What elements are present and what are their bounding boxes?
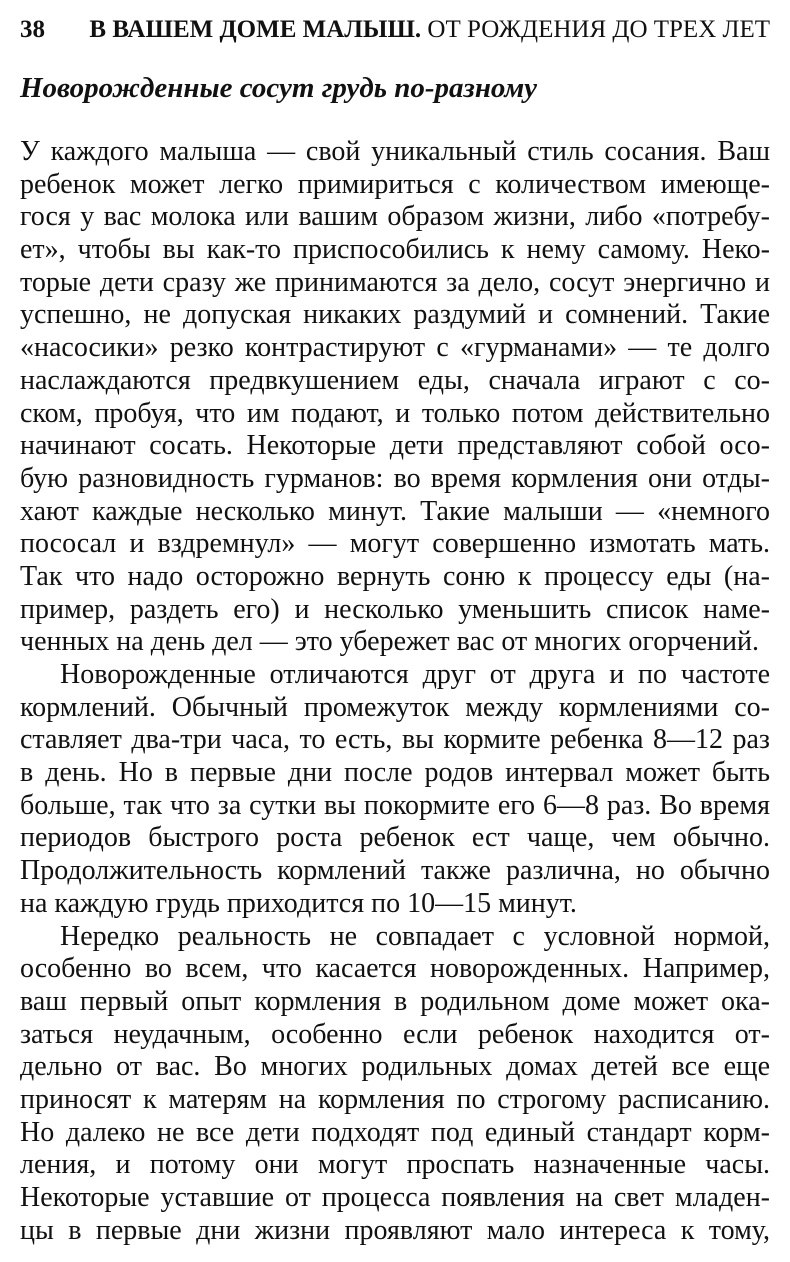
text-line: торые дети сразу же принимаются за дело, сосут энергично и	[20, 266, 770, 298]
text-line: ставляет два-три часа, то есть, вы кормите ребенка 8—12 раз	[20, 724, 770, 756]
running-head	[89, 14, 770, 46]
section-title: Новорожденные сосут грудь по-разному	[20, 72, 538, 104]
text-line: Нередко реальность не совпадает с условной нормой,	[60, 920, 770, 952]
text-line: наслаждаются предвкушением еды, сначала играют с со-	[20, 364, 770, 396]
text-line: начинают сосать. Некоторые дети представляют собой осо-	[20, 430, 770, 462]
text-line: заться неудачным, особенно если ребенок находится от-	[20, 1018, 770, 1050]
text-line: пример, раздеть его) и несколько уменьшить список наме-	[20, 593, 770, 625]
page-header	[20, 14, 770, 46]
text-line: Но далеко не все дети подходят под единый стандарт корм-	[20, 1116, 770, 1148]
text-line: приносят к матерям на кормления по строгому расписанию.	[20, 1083, 770, 1115]
text-line: Продолжительность кормлений также различна, но обычно	[20, 855, 770, 887]
text-line: Некоторые уставшие от процесса появления на свет младен-	[20, 1182, 770, 1213]
text-line: ления, и потому они могут проспать назначенные часы.	[20, 1149, 770, 1181]
running-head-subtitle: ОТ РОЖДЕНИЯ ДО ТРЕХ ЛЕТ	[421, 16, 770, 43]
text-line: дельно от вас. Во многих родильных домах детей все еще	[20, 1051, 770, 1083]
text-line: особенно во всем, что касается новорожденных. Например,	[20, 953, 770, 985]
text-line: гося у вас молока или вашим образом жизни, либо «потребу-	[20, 201, 770, 233]
body-text	[20, 136, 770, 1247]
text-line: в день. Но в первые дни после родов интервал может быть	[20, 757, 770, 789]
text-line: Новорожденные отличаются друг от друга и по частоте	[60, 659, 770, 690]
text-line: ском, пробуя, что им подают, и только потом действительно	[20, 397, 770, 429]
text-line: ребенок может легко примириться с количеством имеюще-	[20, 168, 770, 200]
text-line: ваш первый опыт кормления в родильном доме может ока-	[20, 985, 770, 1017]
text-line: на каждую грудь приходится по 10—15 минут.	[20, 887, 577, 919]
text-line: «насосики» резко контрастируют с «гурманами» — те долго	[20, 332, 770, 364]
text-line: У каждого малыша — свой уникальный стиль сосания. Ваш	[20, 136, 770, 167]
text-line: пососал и вздремнул» — могут совершенно измотать мать.	[20, 528, 770, 560]
text-line: хают каждые несколько минут. Такие малыши — «немного	[20, 495, 770, 527]
text-line: Так что надо осторожно вернуть соню к процессу еды (на-	[20, 560, 770, 592]
running-head-book-title: В ВАШЕМ ДОМЕ МАЛЫШ.	[89, 16, 422, 43]
text-line: ченных на день дел — это убережет вас от многих огорчений.	[20, 626, 759, 658]
text-line: периодов быстрого роста ребенок ест чаще, чем обычно.	[20, 822, 770, 854]
text-line: бую разновидность гурманов: во время кормления они отды-	[20, 462, 770, 494]
text-line: ет», чтобы вы как-то приспособились к нему самому. Неко-	[20, 234, 770, 266]
page-number: 38	[20, 16, 45, 43]
text-line: цы в первые дни жизни проявляют мало интереса к тому,	[20, 1214, 770, 1246]
text-line: больше, так что за сутки вы покормите его 6—8 раз. Во время	[20, 789, 770, 821]
text-line: кормлений. Обычный промежуток между кормлениями со-	[20, 691, 770, 723]
text-line: успешно, не допуская никаких раздумий и сомнений. Такие	[20, 299, 770, 331]
